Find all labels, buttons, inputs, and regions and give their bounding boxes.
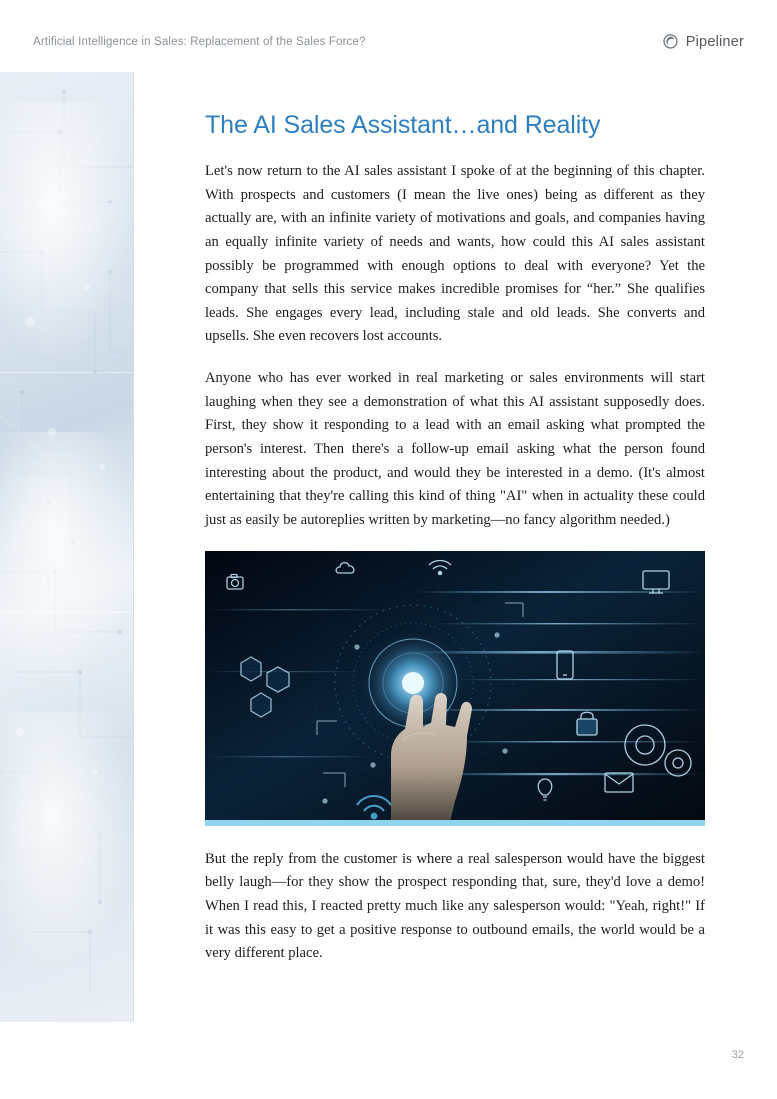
light-band [0,372,133,373]
brand-name: Pipeliner [685,33,744,50]
page-header [0,0,777,72]
haze-overlay [0,102,133,362]
page-number: 32 [731,1049,744,1061]
pipeliner-swirl-icon [662,33,679,50]
light-band [0,612,133,613]
running-title: Artificial Intelligence in Sales: Replacement of the Sales Force? [33,36,366,48]
article-figure [205,551,705,826]
decorative-sidebar-graphic [0,72,133,1022]
paragraph: Anyone who has ever worked in real marketing or sales environments will start laughing when they see a demonstration of what this AI assistant supposedly does. First, they show it responding to a lead with an email asking what prompted the person's interest. Then there's a follow-up email asking what the person found interesting about the product, and would they be interested in a demo. (It's almost entertaining that they're calling this kind of thing "AI" when in actuality these could just as easily be autoreplies written by marketing—no fancy algorithm needed.) [205,370,705,528]
article-content [205,110,705,966]
paragraph: But the reply from the customer is where a real salesperson would have the biggest belly laugh—for they show the prospect responding that, sure, they'd love a demo! When I read this, I reacted pretty much like any salesperson would: "Yeah, right!" If it was this easy to get a positive response to outbound emails, the world would be a very different place. [205,850,705,962]
ai-technology-illustration [205,551,705,826]
haze-overlay [0,712,133,972]
haze-overlay [0,432,133,692]
content-divider [133,72,134,1022]
brand-logo [662,33,744,50]
paragraph: Let's now return to the AI sales assistant I spoke of at the beginning of this chapter. With prospects and customers (I mean the live ones) being as different as they actually are, with an infinite variety of motivations and goals, and companies having an equally infinite variety of needs and wants, how could this AI sales assistant possibly be programmed with enough options to deal with everyone? Yet the company that sells this service makes incredible promises for “her.” She qualifies leads. She engages every lead, including stale and old leads. She converts and upsells. She even recovers lost accounts. [205,163,705,345]
page-title: The AI Sales Assistant…and Reality [205,111,601,139]
